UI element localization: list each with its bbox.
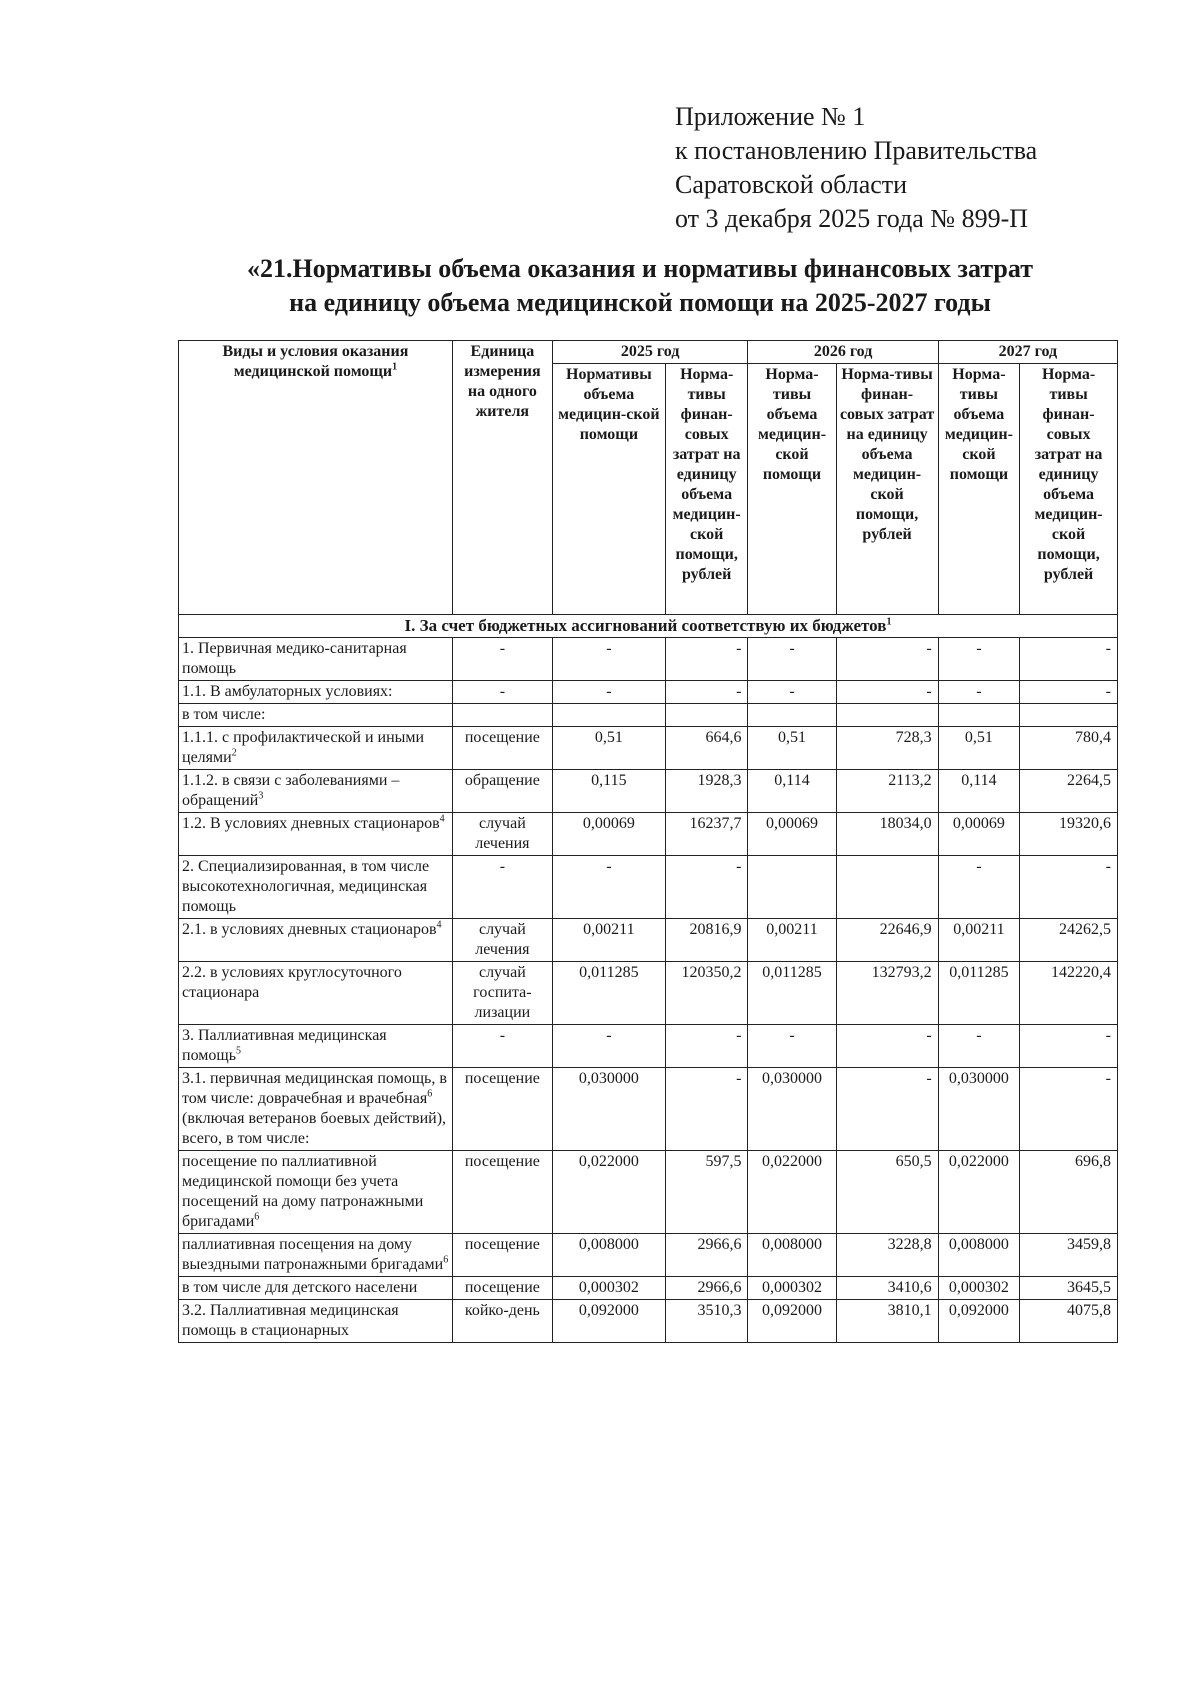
volume-cell: - xyxy=(552,856,665,919)
section-title: I. За счет бюджетных ассигнований соответствую их бюджетов$^1$ xyxy=(179,615,1118,638)
cost-cell: 3228,8 xyxy=(836,1234,938,1277)
cost-cell: 3510,3 xyxy=(665,1300,748,1343)
cost-cell xyxy=(1020,704,1118,727)
header-volume-2027: Норма-тивы объема медицин-ской помощи xyxy=(938,364,1020,615)
volume-cell: 0,008000 xyxy=(748,1234,836,1277)
volume-cell: 0,030000 xyxy=(938,1068,1020,1151)
row-unit: случай лечения xyxy=(452,919,552,962)
table-row xyxy=(179,704,1118,727)
cost-cell: 3459,8 xyxy=(1020,1234,1118,1277)
table-row xyxy=(179,1277,1118,1300)
volume-cell: 0,00211 xyxy=(748,919,836,962)
cost-cell: 664,6 xyxy=(665,727,748,770)
row-unit xyxy=(452,704,552,727)
row-unit: случай лечения xyxy=(452,813,552,856)
volume-cell: - xyxy=(938,856,1020,919)
row-unit: обращение xyxy=(452,770,552,813)
row-unit: - xyxy=(452,1025,552,1068)
volume-cell: - xyxy=(552,681,665,704)
cost-cell: 22646,9 xyxy=(836,919,938,962)
cost-cell: - xyxy=(836,1068,938,1151)
volume-cell: 0,00069 xyxy=(938,813,1020,856)
volume-cell: 0,008000 xyxy=(938,1234,1020,1277)
volume-cell: 0,011285 xyxy=(938,962,1020,1025)
volume-cell: 0,114 xyxy=(748,770,836,813)
volume-cell: 0,092000 xyxy=(748,1300,836,1343)
header-year-2027: 2027 год xyxy=(938,341,1117,364)
volume-cell: 0,51 xyxy=(748,727,836,770)
row-unit: посещение xyxy=(452,1151,552,1234)
cost-cell: - xyxy=(836,1025,938,1068)
row-name: 2.2. в условиях круглосуточного стационара xyxy=(179,962,453,1025)
table-row xyxy=(179,1300,1118,1343)
row-unit: посещение xyxy=(452,1234,552,1277)
volume-cell: 0,00069 xyxy=(552,813,665,856)
cost-cell: 24262,5 xyxy=(1020,919,1118,962)
volume-cell: 0,00069 xyxy=(748,813,836,856)
appendix-line: к постановлению Правительства xyxy=(675,136,1038,165)
volume-cell: 0,000302 xyxy=(748,1277,836,1300)
table-row xyxy=(179,1234,1118,1277)
row-name: 3. Паллиативная медицинская помощь$^5$ xyxy=(179,1025,453,1068)
volume-cell: - xyxy=(748,638,836,681)
appendix-line: Саратовской области xyxy=(675,170,908,199)
row-unit: - xyxy=(452,856,552,919)
row-name: в том числе: xyxy=(179,704,453,727)
cost-cell: 780,4 xyxy=(1020,727,1118,770)
document-title xyxy=(170,252,1110,320)
table-row xyxy=(179,1151,1118,1234)
row-name: 2.1. в условиях дневных стационаров$^4$ xyxy=(179,919,453,962)
volume-cell: - xyxy=(748,1025,836,1068)
cost-cell: - xyxy=(836,638,938,681)
cost-cell: 132793,2 xyxy=(836,962,938,1025)
cost-cell: - xyxy=(665,638,748,681)
volume-cell: 0,022000 xyxy=(938,1151,1020,1234)
table-row xyxy=(179,919,1118,962)
row-name: посещение по паллиативной медицинской помощи без учета посещений на дому патронажными бригадами$^6$ xyxy=(179,1151,453,1234)
table-row xyxy=(179,770,1118,813)
header-unit: Единица измерения на одного жителя xyxy=(452,341,552,615)
volume-cell: - xyxy=(938,1025,1020,1068)
volume-cell xyxy=(748,704,836,727)
volume-cell xyxy=(938,704,1020,727)
cost-cell: - xyxy=(836,681,938,704)
table-row xyxy=(179,681,1118,704)
cost-cell: 19320,6 xyxy=(1020,813,1118,856)
header-kind: Виды и условия оказания медицинской помощи$^1$ xyxy=(179,341,453,615)
volume-cell xyxy=(748,856,836,919)
table-row xyxy=(179,727,1118,770)
volume-cell: 0,022000 xyxy=(552,1151,665,1234)
cost-cell: - xyxy=(665,1025,748,1068)
volume-cell: 0,092000 xyxy=(938,1300,1020,1343)
volume-cell: - xyxy=(748,681,836,704)
volume-cell: 0,51 xyxy=(938,727,1020,770)
cost-cell: 3410,6 xyxy=(836,1277,938,1300)
cost-cell: 3645,5 xyxy=(1020,1277,1118,1300)
cost-cell: 2113,2 xyxy=(836,770,938,813)
cost-cell: - xyxy=(665,856,748,919)
volume-cell: 0,011285 xyxy=(748,962,836,1025)
row-name: 1.1.2. в связи с заболеваниями – обращений$^3$ xyxy=(179,770,453,813)
cost-cell xyxy=(665,704,748,727)
volume-cell: 0,030000 xyxy=(748,1068,836,1151)
volume-cell: 0,008000 xyxy=(552,1234,665,1277)
table-row xyxy=(179,1025,1118,1068)
row-name: в том числе для детского населени xyxy=(179,1277,453,1300)
cost-cell xyxy=(836,856,938,919)
row-name: 3.1. первичная медицинская помощь, в том числе: доврачебная и врачебная$^6$ (включая ветеранов боевых действий), всего, в том числе: xyxy=(179,1068,453,1151)
cost-cell: 16237,7 xyxy=(665,813,748,856)
cost-cell: - xyxy=(665,681,748,704)
volume-cell: 0,51 xyxy=(552,727,665,770)
section-row xyxy=(179,615,1118,638)
table-row xyxy=(179,813,1118,856)
cost-cell: - xyxy=(1020,856,1118,919)
title-line-1: «21.Нормативы объема оказания и нормативы финансовых затрат xyxy=(247,254,1033,283)
cost-cell: 597,5 xyxy=(665,1151,748,1234)
cost-cell: 18034,0 xyxy=(836,813,938,856)
row-unit: посещение xyxy=(452,1068,552,1151)
row-unit: посещение xyxy=(452,727,552,770)
table-row xyxy=(179,638,1118,681)
cost-cell: 2966,6 xyxy=(665,1234,748,1277)
row-name: паллиативная посещения на дому выездными патронажными бригадами$^6$ xyxy=(179,1234,453,1277)
appendix-line: Приложение № 1 xyxy=(675,102,866,131)
header-cost-2027: Норма-тивы финан-совых затрат на единицу объема медицин-ской помощи, рублей xyxy=(1020,364,1118,615)
row-name: 1.1. В амбулаторных условиях: xyxy=(179,681,453,704)
header-cost-2025: Норма-тивы финан-совых затрат на единицу объема медицин-ской помощи, рублей xyxy=(665,364,748,615)
volume-cell: - xyxy=(552,1025,665,1068)
row-unit: случай госпита-лизации xyxy=(452,962,552,1025)
header-volume-2026: Норма-тивы объема медицин-ской помощи xyxy=(748,364,836,615)
cost-cell: - xyxy=(1020,1068,1118,1151)
cost-cell: 2264,5 xyxy=(1020,770,1118,813)
volume-cell: 0,114 xyxy=(938,770,1020,813)
table-row xyxy=(179,856,1118,919)
volume-cell: - xyxy=(938,681,1020,704)
title-line-2: на единицу объема медицинской помощи на 2025-2027 годы xyxy=(289,288,991,317)
volume-cell: 0,011285 xyxy=(552,962,665,1025)
volume-cell: 0,000302 xyxy=(938,1277,1020,1300)
norms-table xyxy=(178,340,1118,1343)
volume-cell: 0,000302 xyxy=(552,1277,665,1300)
cost-cell: 2966,6 xyxy=(665,1277,748,1300)
volume-cell: 0,030000 xyxy=(552,1068,665,1151)
cost-cell: - xyxy=(1020,638,1118,681)
header-year-2025: 2025 год xyxy=(552,341,748,364)
row-unit: посещение xyxy=(452,1277,552,1300)
cost-cell: 1928,3 xyxy=(665,770,748,813)
row-unit: - xyxy=(452,638,552,681)
cost-cell: 20816,9 xyxy=(665,919,748,962)
row-name: 1.1.1. с профилактической и иными целями$^2$ xyxy=(179,727,453,770)
volume-cell: 0,092000 xyxy=(552,1300,665,1343)
cost-cell: 4075,8 xyxy=(1020,1300,1118,1343)
header-year-2026: 2026 год xyxy=(748,341,938,364)
table-row xyxy=(179,962,1118,1025)
appendix-line: от 3 декабря 2025 года № 899-П xyxy=(675,204,1029,233)
volume-cell xyxy=(552,704,665,727)
cost-cell: 120350,2 xyxy=(665,962,748,1025)
header-row-years xyxy=(179,341,1118,364)
volume-cell: 0,00211 xyxy=(938,919,1020,962)
appendix-block xyxy=(675,100,1037,236)
cost-cell: - xyxy=(665,1068,748,1151)
volume-cell: 0,022000 xyxy=(748,1151,836,1234)
cost-cell: 696,8 xyxy=(1020,1151,1118,1234)
table-row xyxy=(179,1068,1118,1151)
cost-cell: - xyxy=(1020,1025,1118,1068)
volume-cell: 0,115 xyxy=(552,770,665,813)
cost-cell: 3810,1 xyxy=(836,1300,938,1343)
volume-cell: - xyxy=(938,638,1020,681)
volume-cell: 0,00211 xyxy=(552,919,665,962)
row-unit: - xyxy=(452,681,552,704)
header-volume-2025: Нормативы объема медицин-ской помощи xyxy=(552,364,665,615)
cost-cell xyxy=(836,704,938,727)
header-cost-2026: Норма-тивы финан-совых затрат на единицу объема медицин-ской помощи, рублей xyxy=(836,364,938,615)
cost-cell: 142220,4 xyxy=(1020,962,1118,1025)
row-name: 1.2. В условиях дневных стационаров$^4$ xyxy=(179,813,453,856)
cost-cell: 650,5 xyxy=(836,1151,938,1234)
cost-cell: 728,3 xyxy=(836,727,938,770)
row-name: 3.2. Паллиативная медицинская помощь в стационарных xyxy=(179,1300,453,1343)
row-name: 1. Первичная медико-санитарная помощь xyxy=(179,638,453,681)
cost-cell: - xyxy=(1020,681,1118,704)
row-unit: койко-день xyxy=(452,1300,552,1343)
volume-cell: - xyxy=(552,638,665,681)
row-name: 2. Специализированная, в том числе высокотехнологичная, медицинская помощь xyxy=(179,856,453,919)
